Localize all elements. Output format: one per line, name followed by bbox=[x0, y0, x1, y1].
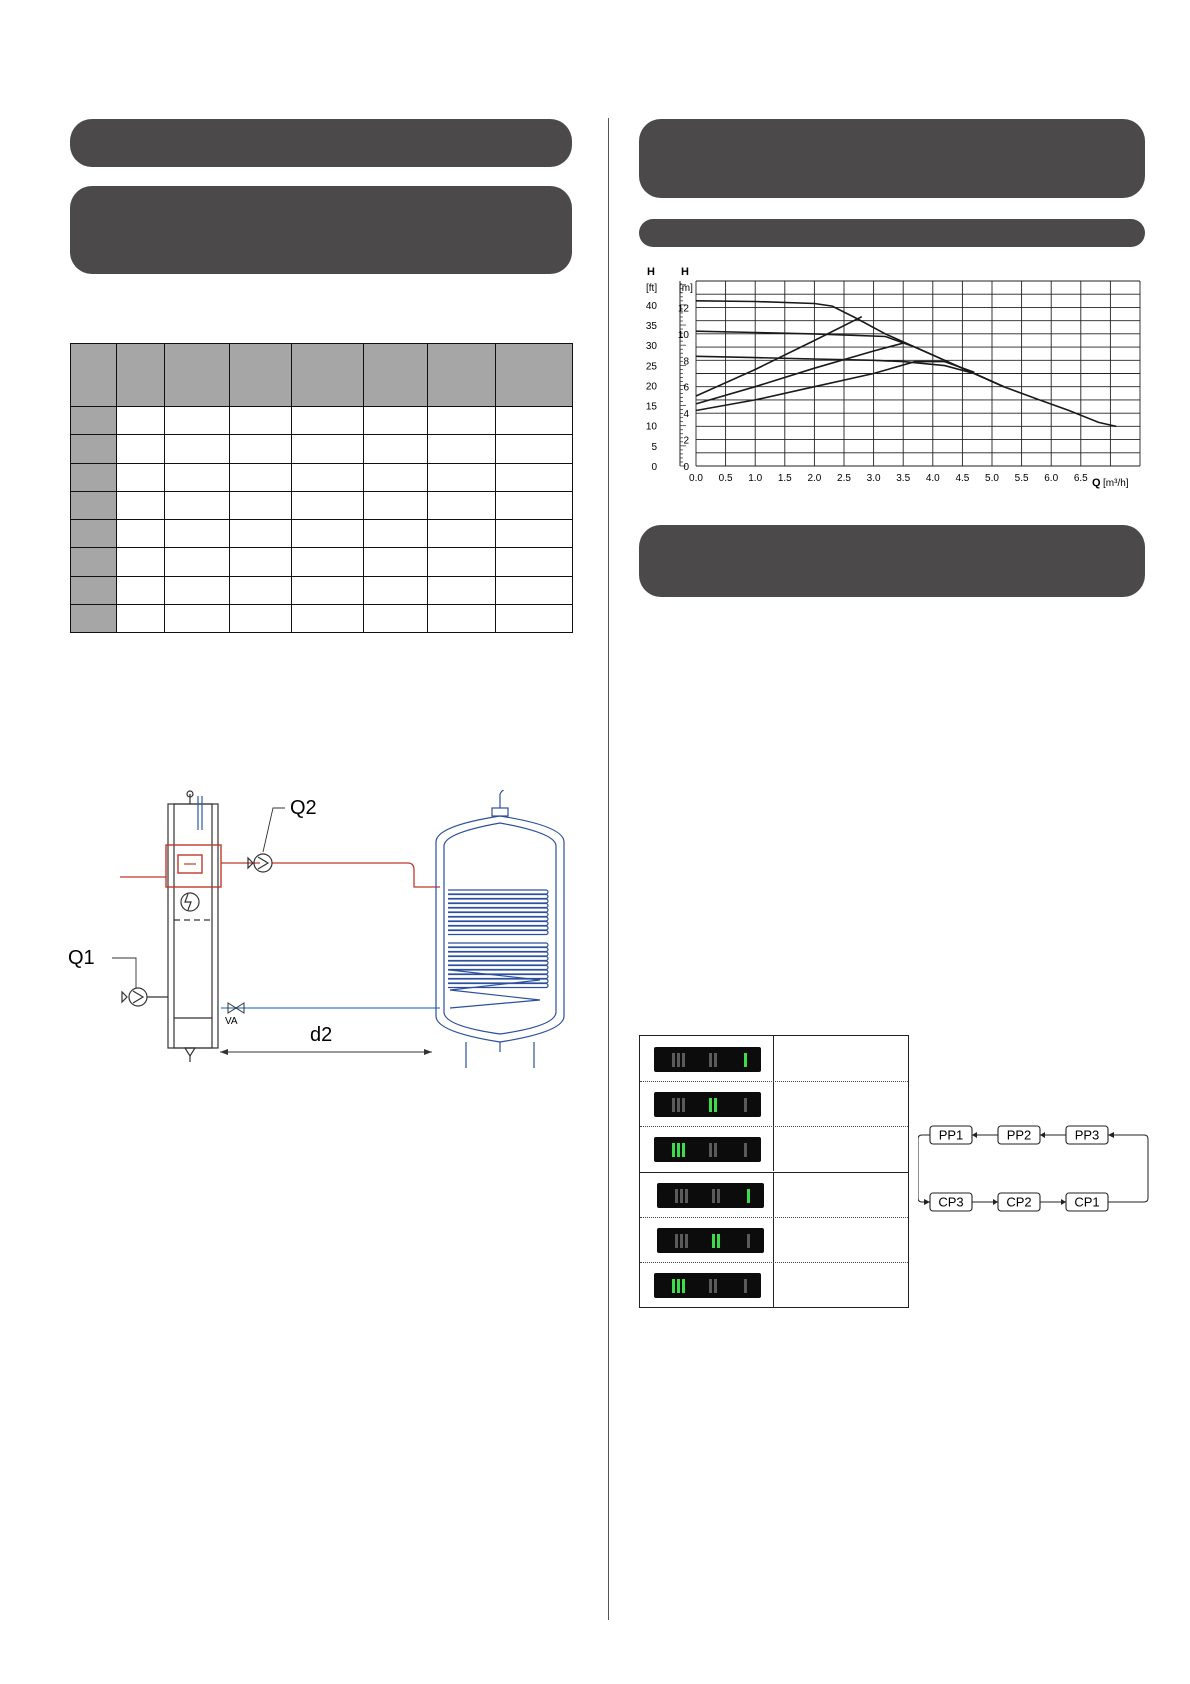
speed-segment-I bbox=[747, 1189, 750, 1203]
table-cell bbox=[428, 491, 496, 519]
label-va: VA bbox=[225, 1016, 238, 1027]
speed-segment-I bbox=[744, 1053, 747, 1067]
table-row bbox=[71, 548, 573, 576]
label-q1: Q1 bbox=[68, 947, 95, 969]
table-cell bbox=[364, 344, 428, 407]
table-row bbox=[71, 463, 573, 491]
speed-segment-II bbox=[717, 1234, 720, 1248]
table-row bbox=[71, 576, 573, 604]
coil-loop bbox=[448, 952, 548, 956]
y-axis-ft-unit: [ft] bbox=[646, 283, 658, 294]
pump-curve-line-3 bbox=[696, 356, 1004, 386]
speed-segment-III bbox=[675, 1189, 678, 1203]
y-tick-m-label: 2 bbox=[683, 435, 689, 447]
table-cell bbox=[496, 407, 573, 435]
x-tick-label: 1.5 bbox=[777, 473, 792, 484]
table-cell bbox=[496, 604, 573, 632]
speed-segment-III bbox=[680, 1189, 683, 1203]
x-tick-label: 2.0 bbox=[807, 473, 822, 484]
column-divider bbox=[608, 118, 609, 1620]
speed-segment-III bbox=[672, 1098, 675, 1112]
x-tick-label: 5.0 bbox=[985, 473, 999, 484]
section-header-bar-3 bbox=[639, 119, 1145, 198]
installation-diagram bbox=[60, 790, 600, 1100]
cycle-arrowhead bbox=[924, 1199, 930, 1205]
speed-segment-III bbox=[677, 1279, 680, 1293]
table-cell bbox=[230, 344, 292, 407]
table-cell bbox=[428, 604, 496, 632]
heating-coil bbox=[448, 890, 548, 988]
speed-segment-II bbox=[714, 1098, 717, 1112]
cycle-loop-right bbox=[1108, 1135, 1148, 1202]
table-cell bbox=[165, 604, 230, 632]
speed-segment-II bbox=[712, 1234, 715, 1248]
label-d2: d2 bbox=[310, 1024, 333, 1046]
table-cell bbox=[364, 548, 428, 576]
speed-segment-III bbox=[672, 1279, 675, 1293]
flow-pipe bbox=[221, 863, 440, 887]
table-row bbox=[71, 407, 573, 435]
table-cell bbox=[292, 548, 364, 576]
table-cell bbox=[230, 407, 292, 435]
table-row bbox=[71, 520, 573, 548]
table-cell bbox=[496, 576, 573, 604]
table-cell bbox=[117, 463, 165, 491]
table-cell bbox=[165, 463, 230, 491]
table-row bbox=[71, 604, 573, 632]
coil-loop bbox=[448, 926, 548, 930]
speed-segment-III bbox=[672, 1143, 675, 1157]
coil-loop bbox=[448, 899, 548, 903]
x-tick-label: 1.0 bbox=[748, 473, 763, 484]
table-cell bbox=[71, 491, 117, 519]
table-cell bbox=[292, 344, 364, 407]
mode-row-divider bbox=[640, 1217, 908, 1218]
table-cell bbox=[428, 463, 496, 491]
mode-box-label: CP3 bbox=[938, 1194, 964, 1210]
table-cell bbox=[364, 604, 428, 632]
table-cell bbox=[117, 491, 165, 519]
mode-row-divider bbox=[640, 1126, 908, 1127]
table-cell bbox=[364, 463, 428, 491]
table-cell bbox=[165, 491, 230, 519]
table-cell bbox=[230, 463, 292, 491]
mode-display-cell bbox=[640, 1126, 774, 1171]
coil-loop bbox=[448, 966, 548, 970]
speed-segment-II bbox=[709, 1098, 712, 1112]
speed-segment-I bbox=[744, 1279, 747, 1293]
cycle-arrowhead bbox=[1108, 1132, 1114, 1138]
speed-segment-III bbox=[682, 1053, 685, 1067]
table-cell bbox=[364, 520, 428, 548]
mode-row-divider bbox=[640, 1172, 908, 1173]
table-cell bbox=[71, 407, 117, 435]
cycle-arrowhead bbox=[993, 1199, 998, 1205]
mode-row bbox=[640, 1081, 908, 1126]
table-cell bbox=[71, 463, 117, 491]
speed-display bbox=[654, 1047, 761, 1072]
table-cell bbox=[292, 520, 364, 548]
mode-box-label: PP1 bbox=[938, 1127, 964, 1143]
speed-segment-II bbox=[714, 1279, 717, 1293]
x-tick-label: 0.5 bbox=[718, 473, 733, 484]
coil-loop bbox=[448, 961, 548, 965]
cycle-arrowhead bbox=[972, 1132, 977, 1138]
speed-segment-III bbox=[677, 1053, 680, 1067]
mode-display-cell bbox=[640, 1172, 774, 1217]
table-cell bbox=[292, 435, 364, 463]
speed-segment-III bbox=[682, 1279, 685, 1293]
table-cell bbox=[428, 435, 496, 463]
speed-segment-II bbox=[712, 1189, 715, 1203]
y-tick-ft-label: 5 bbox=[651, 441, 657, 453]
y-tick-ft-label: 0 bbox=[651, 462, 657, 473]
coil-loop bbox=[448, 957, 548, 961]
table-cell bbox=[71, 344, 117, 407]
table-cell bbox=[496, 463, 573, 491]
table-cell bbox=[117, 435, 165, 463]
table-cell bbox=[230, 576, 292, 604]
y-tick-m-label: 4 bbox=[683, 409, 689, 421]
table-cell bbox=[364, 435, 428, 463]
table-cell bbox=[428, 344, 496, 407]
speed-segment-II bbox=[714, 1143, 717, 1157]
y-tick-ft-label: 30 bbox=[645, 341, 657, 353]
speed-display bbox=[654, 1137, 761, 1162]
y-tick-ft-label: 20 bbox=[645, 381, 657, 393]
speed-display bbox=[654, 1092, 761, 1117]
y-tick-ft-label: 10 bbox=[645, 421, 657, 433]
speed-display bbox=[657, 1183, 764, 1208]
table-cell bbox=[165, 407, 230, 435]
speed-display bbox=[654, 1273, 761, 1298]
x-axis-title: Q bbox=[1092, 477, 1101, 489]
coil-loop bbox=[448, 890, 548, 894]
y-tick-ft-label: 40 bbox=[645, 300, 657, 312]
table-cell bbox=[117, 407, 165, 435]
table-cell bbox=[117, 604, 165, 632]
boiler-unit bbox=[166, 791, 221, 1062]
pump-q1 bbox=[122, 988, 168, 1006]
speed-segment-III bbox=[685, 1189, 688, 1203]
cycle-arrowhead bbox=[1040, 1132, 1045, 1138]
y-tick-m-label: 0 bbox=[683, 462, 689, 473]
table-cell bbox=[292, 407, 364, 435]
mode-row bbox=[640, 1262, 908, 1307]
x-tick-label: 4.0 bbox=[925, 473, 940, 484]
table-cell bbox=[230, 435, 292, 463]
mode-display-cell bbox=[640, 1262, 774, 1307]
mode-row bbox=[640, 1172, 908, 1217]
table-cell bbox=[230, 520, 292, 548]
mode-box-label: CP2 bbox=[1006, 1194, 1032, 1210]
speed-segment-I bbox=[747, 1234, 750, 1248]
x-tick-label: 5.5 bbox=[1014, 473, 1029, 484]
mode-display-cell bbox=[640, 1081, 774, 1126]
mode-box-label: CP1 bbox=[1074, 1194, 1100, 1210]
speed-segment-I bbox=[744, 1143, 747, 1157]
label-q2: Q2 bbox=[290, 797, 317, 819]
speed-segment-III bbox=[677, 1143, 680, 1157]
mode-display-cell bbox=[640, 1217, 774, 1262]
x-tick-label: 3.0 bbox=[866, 473, 881, 484]
speed-segment-III bbox=[682, 1143, 685, 1157]
chart-series bbox=[696, 301, 1116, 427]
table-cell bbox=[428, 520, 496, 548]
speed-segment-III bbox=[680, 1234, 683, 1248]
section-header-bar-4 bbox=[639, 219, 1145, 247]
speed-segment-II bbox=[717, 1189, 720, 1203]
y-tick-ft-label: 35 bbox=[645, 321, 657, 333]
y-axis-m-title: H bbox=[681, 266, 689, 278]
y-tick-ft-label: 25 bbox=[645, 361, 657, 373]
table-cell bbox=[292, 463, 364, 491]
table-cell bbox=[428, 576, 496, 604]
table-cell bbox=[496, 435, 573, 463]
table-cell bbox=[496, 548, 573, 576]
table-cell bbox=[71, 576, 117, 604]
table-cell bbox=[292, 604, 364, 632]
x-tick-label: 0.0 bbox=[689, 473, 703, 484]
table-row bbox=[71, 344, 573, 407]
table-cell bbox=[117, 576, 165, 604]
table-cell bbox=[71, 604, 117, 632]
speed-segment-III bbox=[685, 1234, 688, 1248]
mode-row bbox=[640, 1036, 908, 1081]
mode-row bbox=[640, 1217, 908, 1262]
table-cell bbox=[496, 491, 573, 519]
x-tick-label: 3.5 bbox=[896, 473, 911, 484]
table-cell bbox=[165, 548, 230, 576]
table-cell bbox=[230, 491, 292, 519]
table-cell bbox=[117, 548, 165, 576]
speed-segment-III bbox=[677, 1098, 680, 1112]
table-cell bbox=[71, 548, 117, 576]
mode-row-divider bbox=[640, 1262, 908, 1263]
coil-loop bbox=[448, 922, 548, 926]
coil-loop bbox=[448, 904, 548, 908]
table-cell bbox=[71, 520, 117, 548]
table-cell bbox=[117, 520, 165, 548]
section-header-bar-1 bbox=[70, 119, 572, 167]
table-cell bbox=[165, 435, 230, 463]
table-cell bbox=[292, 491, 364, 519]
speed-segment-II bbox=[709, 1053, 712, 1067]
table-cell bbox=[230, 604, 292, 632]
y-axis-m-unit: [m] bbox=[679, 283, 693, 294]
speed-mode-panel bbox=[639, 1035, 909, 1308]
y-axis-ft-title: H bbox=[647, 266, 655, 278]
pump-curve-chart bbox=[640, 262, 1150, 494]
chart-grid bbox=[696, 281, 1140, 466]
speed-segment-II bbox=[709, 1279, 712, 1293]
coil-loop bbox=[448, 943, 548, 947]
table-cell bbox=[165, 576, 230, 604]
speed-segment-I bbox=[744, 1098, 747, 1112]
speed-segment-III bbox=[672, 1053, 675, 1067]
coil-loop bbox=[448, 913, 548, 917]
mode-cycle-diagram bbox=[918, 1120, 1150, 1220]
cycle-loop-left bbox=[918, 1135, 930, 1202]
table-cell bbox=[364, 576, 428, 604]
y-tick-m-label: 8 bbox=[683, 356, 689, 368]
table-cell bbox=[165, 520, 230, 548]
table-cell bbox=[71, 435, 117, 463]
section-header-bar-5 bbox=[639, 525, 1145, 597]
coil-loop bbox=[448, 908, 548, 912]
coil-loop bbox=[448, 895, 548, 899]
y-tick-m-label: 10 bbox=[677, 329, 689, 341]
table-cell bbox=[496, 344, 573, 407]
x-tick-label: 2.5 bbox=[837, 473, 851, 484]
mode-row-divider bbox=[640, 1081, 908, 1082]
cycle-arrowhead bbox=[1061, 1199, 1066, 1205]
speed-display bbox=[657, 1228, 764, 1253]
speed-segment-III bbox=[675, 1234, 678, 1248]
storage-tank bbox=[436, 790, 564, 1068]
x-tick-label: 6.0 bbox=[1044, 473, 1059, 484]
specification-table bbox=[70, 343, 573, 633]
table-cell bbox=[496, 520, 573, 548]
y-tick-ft-label: 15 bbox=[645, 401, 657, 413]
speed-segment-II bbox=[714, 1053, 717, 1067]
x-tick-label: 6.5 bbox=[1073, 473, 1088, 484]
table-cell bbox=[428, 407, 496, 435]
coil-loop bbox=[448, 948, 548, 952]
mode-display-cell bbox=[640, 1036, 774, 1081]
y-tick-m-label: 6 bbox=[683, 382, 689, 394]
table-cell bbox=[117, 344, 165, 407]
table-cell bbox=[230, 548, 292, 576]
mode-row bbox=[640, 1126, 908, 1171]
section-header-bar-2 bbox=[70, 186, 572, 274]
x-axis-unit: [m³/h] bbox=[1103, 478, 1129, 489]
mode-box-label: PP2 bbox=[1006, 1127, 1032, 1143]
table-cell bbox=[364, 491, 428, 519]
speed-segment-II bbox=[709, 1143, 712, 1157]
coil-loop bbox=[448, 931, 548, 935]
table-cell bbox=[364, 407, 428, 435]
table-row bbox=[71, 435, 573, 463]
y-tick-m-label: 12 bbox=[677, 303, 689, 315]
table-row bbox=[71, 491, 573, 519]
table-cell bbox=[292, 576, 364, 604]
table-cell bbox=[428, 548, 496, 576]
x-tick-label: 4.5 bbox=[955, 473, 970, 484]
mode-box-label: PP3 bbox=[1074, 1127, 1100, 1143]
table-cell bbox=[165, 344, 230, 407]
speed-segment-III bbox=[682, 1098, 685, 1112]
coil-loop bbox=[448, 917, 548, 921]
